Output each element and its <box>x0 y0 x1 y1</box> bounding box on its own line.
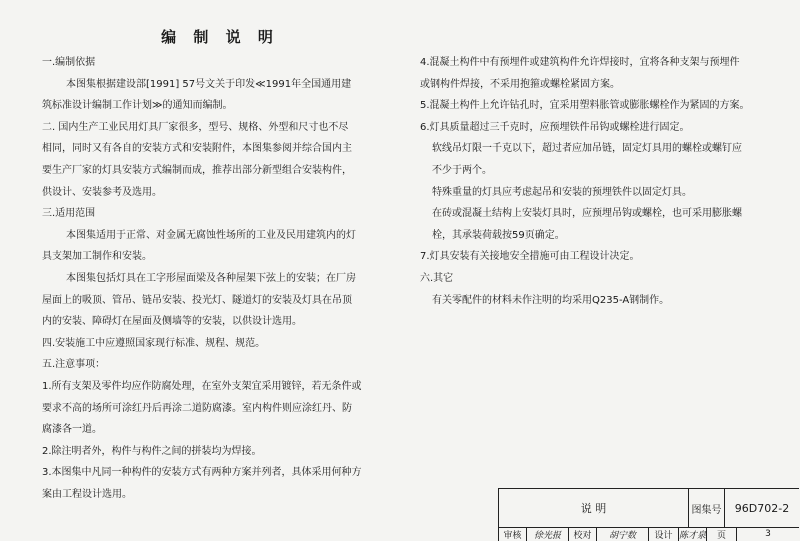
left-text-line: 三.适用范围 <box>42 208 96 220</box>
left-text-line: 腐漆各一道。 <box>42 424 102 436</box>
left-text-line: 一.编制依据 <box>42 57 96 68</box>
left-text-line: 具支架加工制作和安装。 <box>42 251 152 263</box>
left-text-line: 内的安装、障碍灯在屋面及侧墙等的安装，以供设计选用。 <box>42 316 302 328</box>
left-text-line: 五.注意事项： <box>42 359 106 371</box>
left-text-line: 要求不高的场所可涂红丹后再涂二道防腐漆。室内构件则应涂红丹、防 <box>42 402 352 414</box>
title-block <box>498 488 799 541</box>
right-text-line: 5.混凝土构件上允许钻孔时，宜采用塑料胀管或膨胀螺栓作为紧固的方案。 <box>420 100 750 112</box>
design-label: 设计 <box>649 527 679 541</box>
atlas-no-label: 图集号 <box>689 489 725 527</box>
check-signature: 胡宁数 <box>597 527 649 541</box>
left-text-line: 3.本图集中凡同一种构件的安装方式有两种方案并列者，具体采用何种方 <box>42 467 362 479</box>
left-text-line: 2.除注明者外，构件与构件之间的拼装均为焊接。 <box>42 445 262 457</box>
review-signature: 徐光报 <box>527 527 569 541</box>
design-signature: 陈才泉 <box>679 527 707 541</box>
atlas-no: 96D702-2 <box>734 501 790 515</box>
right-text-line: 六.其它 <box>420 272 454 284</box>
left-text-line: 筑标准设计编制工作计划≫的通知而编制。 <box>42 100 233 112</box>
left-text-line: 相同，同时又有各自的安装方式和安装附件，本图集参阅并综合国内主 <box>42 143 352 155</box>
right-text-line: 6.灯具质量超过三千克时，应预埋铁件吊钩或螺栓进行固定。 <box>420 121 690 133</box>
page-number: 3 <box>765 529 771 539</box>
left-text-line: 屋面上的吸顶、管吊、链吊安装、投光灯、隧道灯的安装及灯具在吊顶 <box>42 294 352 306</box>
left-text-line: 1.所有支架及零件均应作防腐处理，在室外支架宜采用镀锌，若无条件或 <box>42 380 362 392</box>
left-text-line: 要生产厂家的灯具安装方式编制而成，推荐出部分新型组合安装构件， <box>42 164 352 176</box>
left-text-line: 本图集适用于正常、对金属无腐蚀性场所的工业及民用建筑内的灯 <box>66 229 356 241</box>
left-text-line: 二. 国内生产工业民用灯具厂家很多，型号、规格、外型和尺寸也不尽 <box>42 121 349 133</box>
drawing-name: 说 明 <box>499 489 689 527</box>
right-text-line: 不少于两个。 <box>432 164 492 176</box>
left-text-line: 本图集包括灯具在工字形屋面梁及各种屋架下弦上的安装；在厂房 <box>66 272 356 284</box>
left-text-line: 本图集根据建设部[1991] 57号文关于印发≪1991年全国通用建 <box>66 78 352 90</box>
left-text-line: 供设计、安装参考及选用。 <box>42 186 162 198</box>
right-text-line: 特殊重量的灯具应考虑起吊和安装的预埋铁件以固定灯具。 <box>432 186 692 198</box>
right-text-line: 或钢构件焊接，不采用抱箍或螺栓紧固方案。 <box>420 78 620 90</box>
right-text-line: 4.混凝土构件中有预埋件或建筑构件允许焊接时，宜将各种支架与预埋件 <box>420 57 740 68</box>
check-label: 校对 <box>569 527 597 541</box>
left-text-line: 四.安装施工中应遵照国家现行标准、规程、规范。 <box>42 337 266 349</box>
right-column <box>420 52 782 311</box>
right-text-line: 7.灯具安装有关接地安全措施可由工程设计决定。 <box>420 251 640 263</box>
left-column <box>42 52 398 505</box>
right-text-line: 有关零配件的材料未作注明的均采用Q235-A钢制作。 <box>432 294 670 306</box>
page-label: 页 <box>707 527 737 541</box>
left-text-line: 案由工程设计选用。 <box>42 488 132 500</box>
right-text-line: 栓，其承装荷载按59页确定。 <box>432 229 565 241</box>
right-text-line: 软线吊灯限一千克以下，超过者应加吊链，固定灯具用的螺栓或螺钉应 <box>432 143 742 155</box>
right-text-line: 在砖或混凝土结构上安装灯具时，应预埋吊钩或螺栓，也可采用膨胀螺 <box>432 208 742 220</box>
review-label: 审核 <box>499 527 527 541</box>
page-title: 编 制 说 明 <box>161 28 279 46</box>
